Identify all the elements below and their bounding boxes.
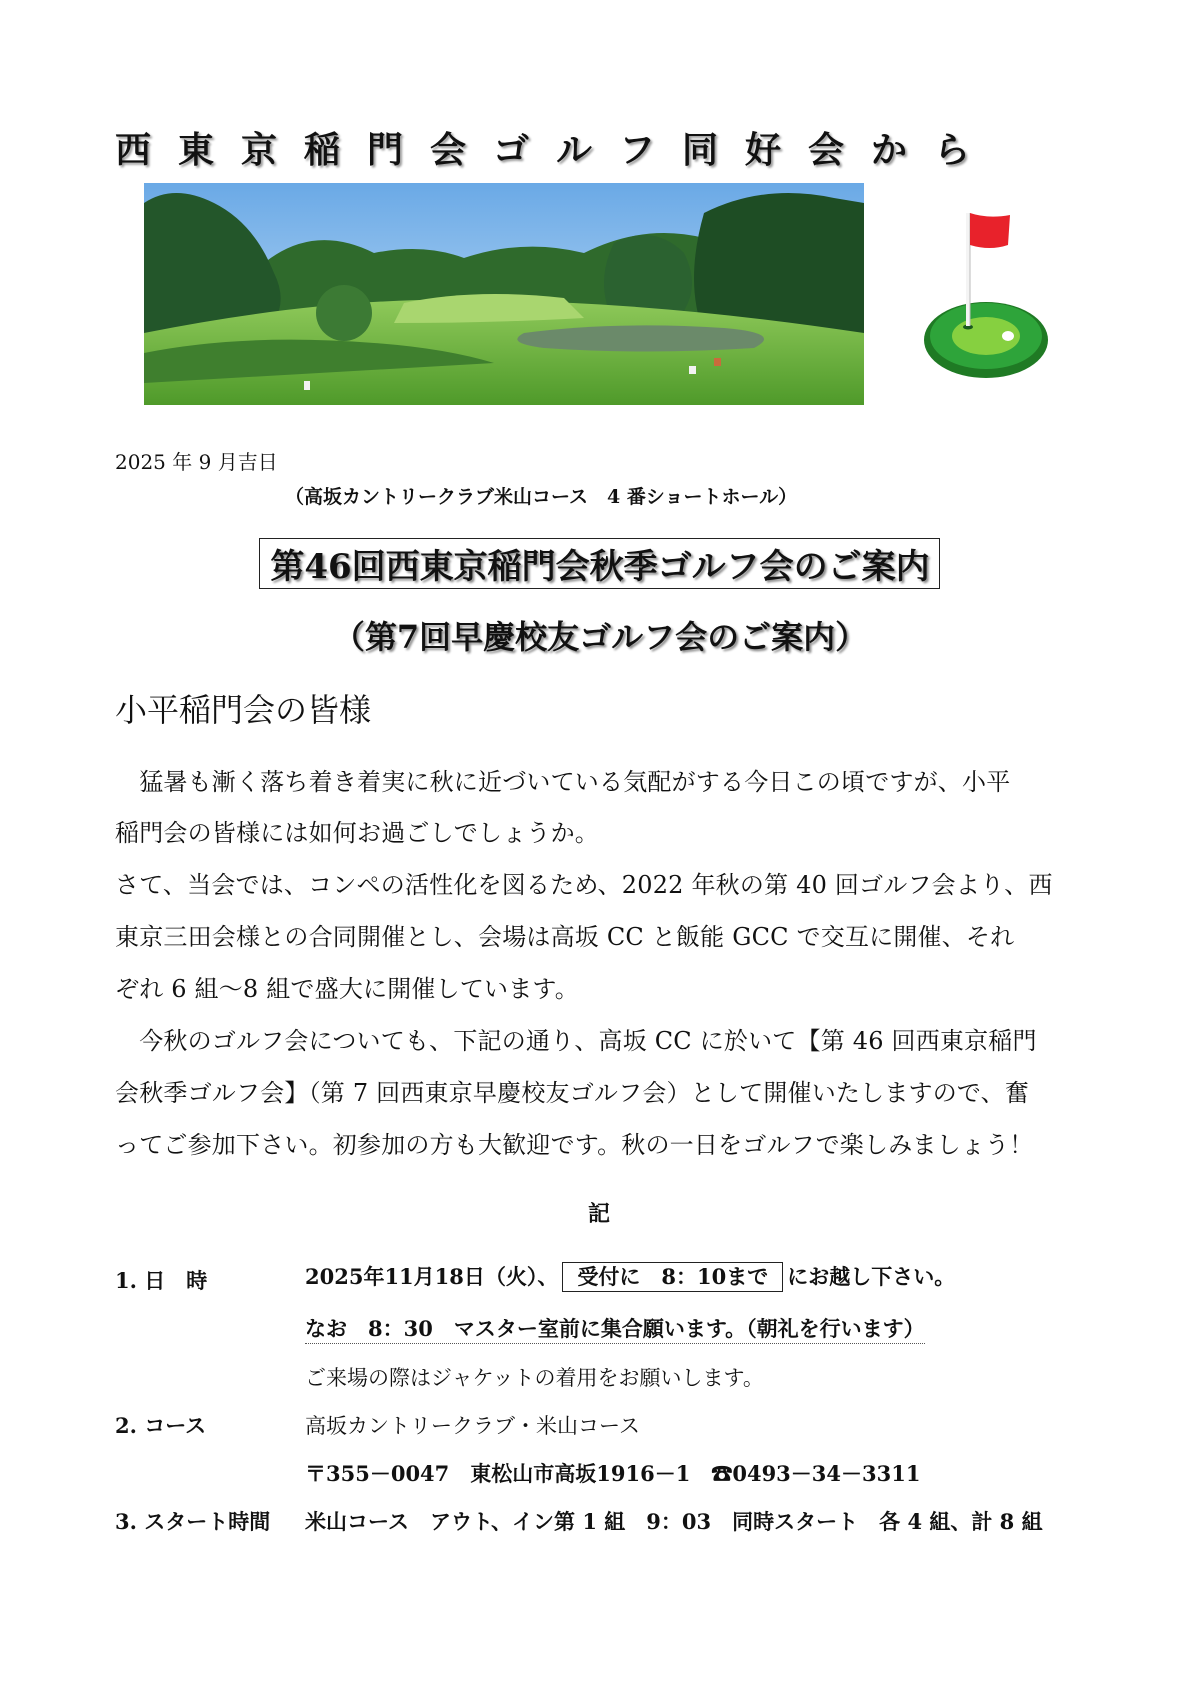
golf-flag-icon <box>918 205 1058 385</box>
datetime-date: 2025年11月18日（火）、 <box>305 1264 559 1289</box>
item-datetime-line1 <box>305 1261 955 1292</box>
body-line: 稲門会の皆様には如何お過ごしでしょうか。 <box>115 819 599 847</box>
item-label-start: 3. スタート時間 <box>115 1509 271 1534</box>
item-label-datetime: 1. 日 時 <box>115 1268 208 1293</box>
body-line: さて、当会では、コンペの活性化を図るため、2022 年秋の第 40 回ゴルフ会より、西 <box>115 871 1053 899</box>
item-label-course: 2. コース <box>115 1413 207 1438</box>
body-line: 東京三田会様との合同開催とし、会場は高坂 CC と飯能 GCC で交互に開催、それ <box>115 923 1015 951</box>
photo-caption: （高坂カントリークラブ米山コース 4 番ショートホール） <box>285 486 798 508</box>
body-line: ってご参加下さい。初参加の方も大歓迎です。秋の一日をゴルフで楽しみましょう！ <box>115 1131 1034 1159</box>
issue-date: 2025 年 9 月吉日 <box>115 450 278 474</box>
course-address: 〒355－0047 東松山市高坂1916－1 ☎0493－34－3311 <box>305 1461 921 1486</box>
body-line: ぞれ 6 組～8 組で盛大に開催しています。 <box>115 975 579 1003</box>
sub-title: （第7回早慶校友ゴルフ会のご案内） <box>332 618 868 656</box>
course-name: 高坂カントリークラブ・米山コース <box>305 1414 640 1438</box>
body-line: 今秋のゴルフ会についても、下記の通り、高坂 CC に於いて【第 46 回西東京稲門 <box>115 1027 1037 1055</box>
body-line: 猛暑も漸く落ち着き着実に秋に近づいている気配がする今日この頃ですが、小平 <box>115 768 1011 796</box>
item-datetime-line3: ご来場の際はジャケットの着用をお願いします。 <box>305 1366 764 1390</box>
reception-time-box: 受付に 8：10まで <box>562 1262 783 1292</box>
main-title: 第46回西東京稲門会秋季ゴルフ会のご案内 <box>270 547 930 587</box>
assembly-note: なお 8：30 マスター室前に集合願います。（朝礼を行います） <box>305 1316 925 1344</box>
header-title: 西東京稲門会ゴルフ同好会から <box>115 129 998 171</box>
start-time-detail: 米山コース アウト、イン第 1 組 9：03 同時スタート 各 4 組、計 8 組 <box>305 1509 1043 1534</box>
item-datetime-line2 <box>305 1313 925 1343</box>
ki-heading: 記 <box>588 1201 611 1227</box>
body-line: 会秋季ゴルフ会】（第 7 回西東京早慶校友ゴルフ会）として開催いたしますので、奮 <box>115 1079 1030 1107</box>
datetime-arrive: にお越し下さい。 <box>787 1264 956 1289</box>
golf-course-photo <box>144 183 864 405</box>
salutation: 小平稲門会の皆様 <box>115 691 372 729</box>
